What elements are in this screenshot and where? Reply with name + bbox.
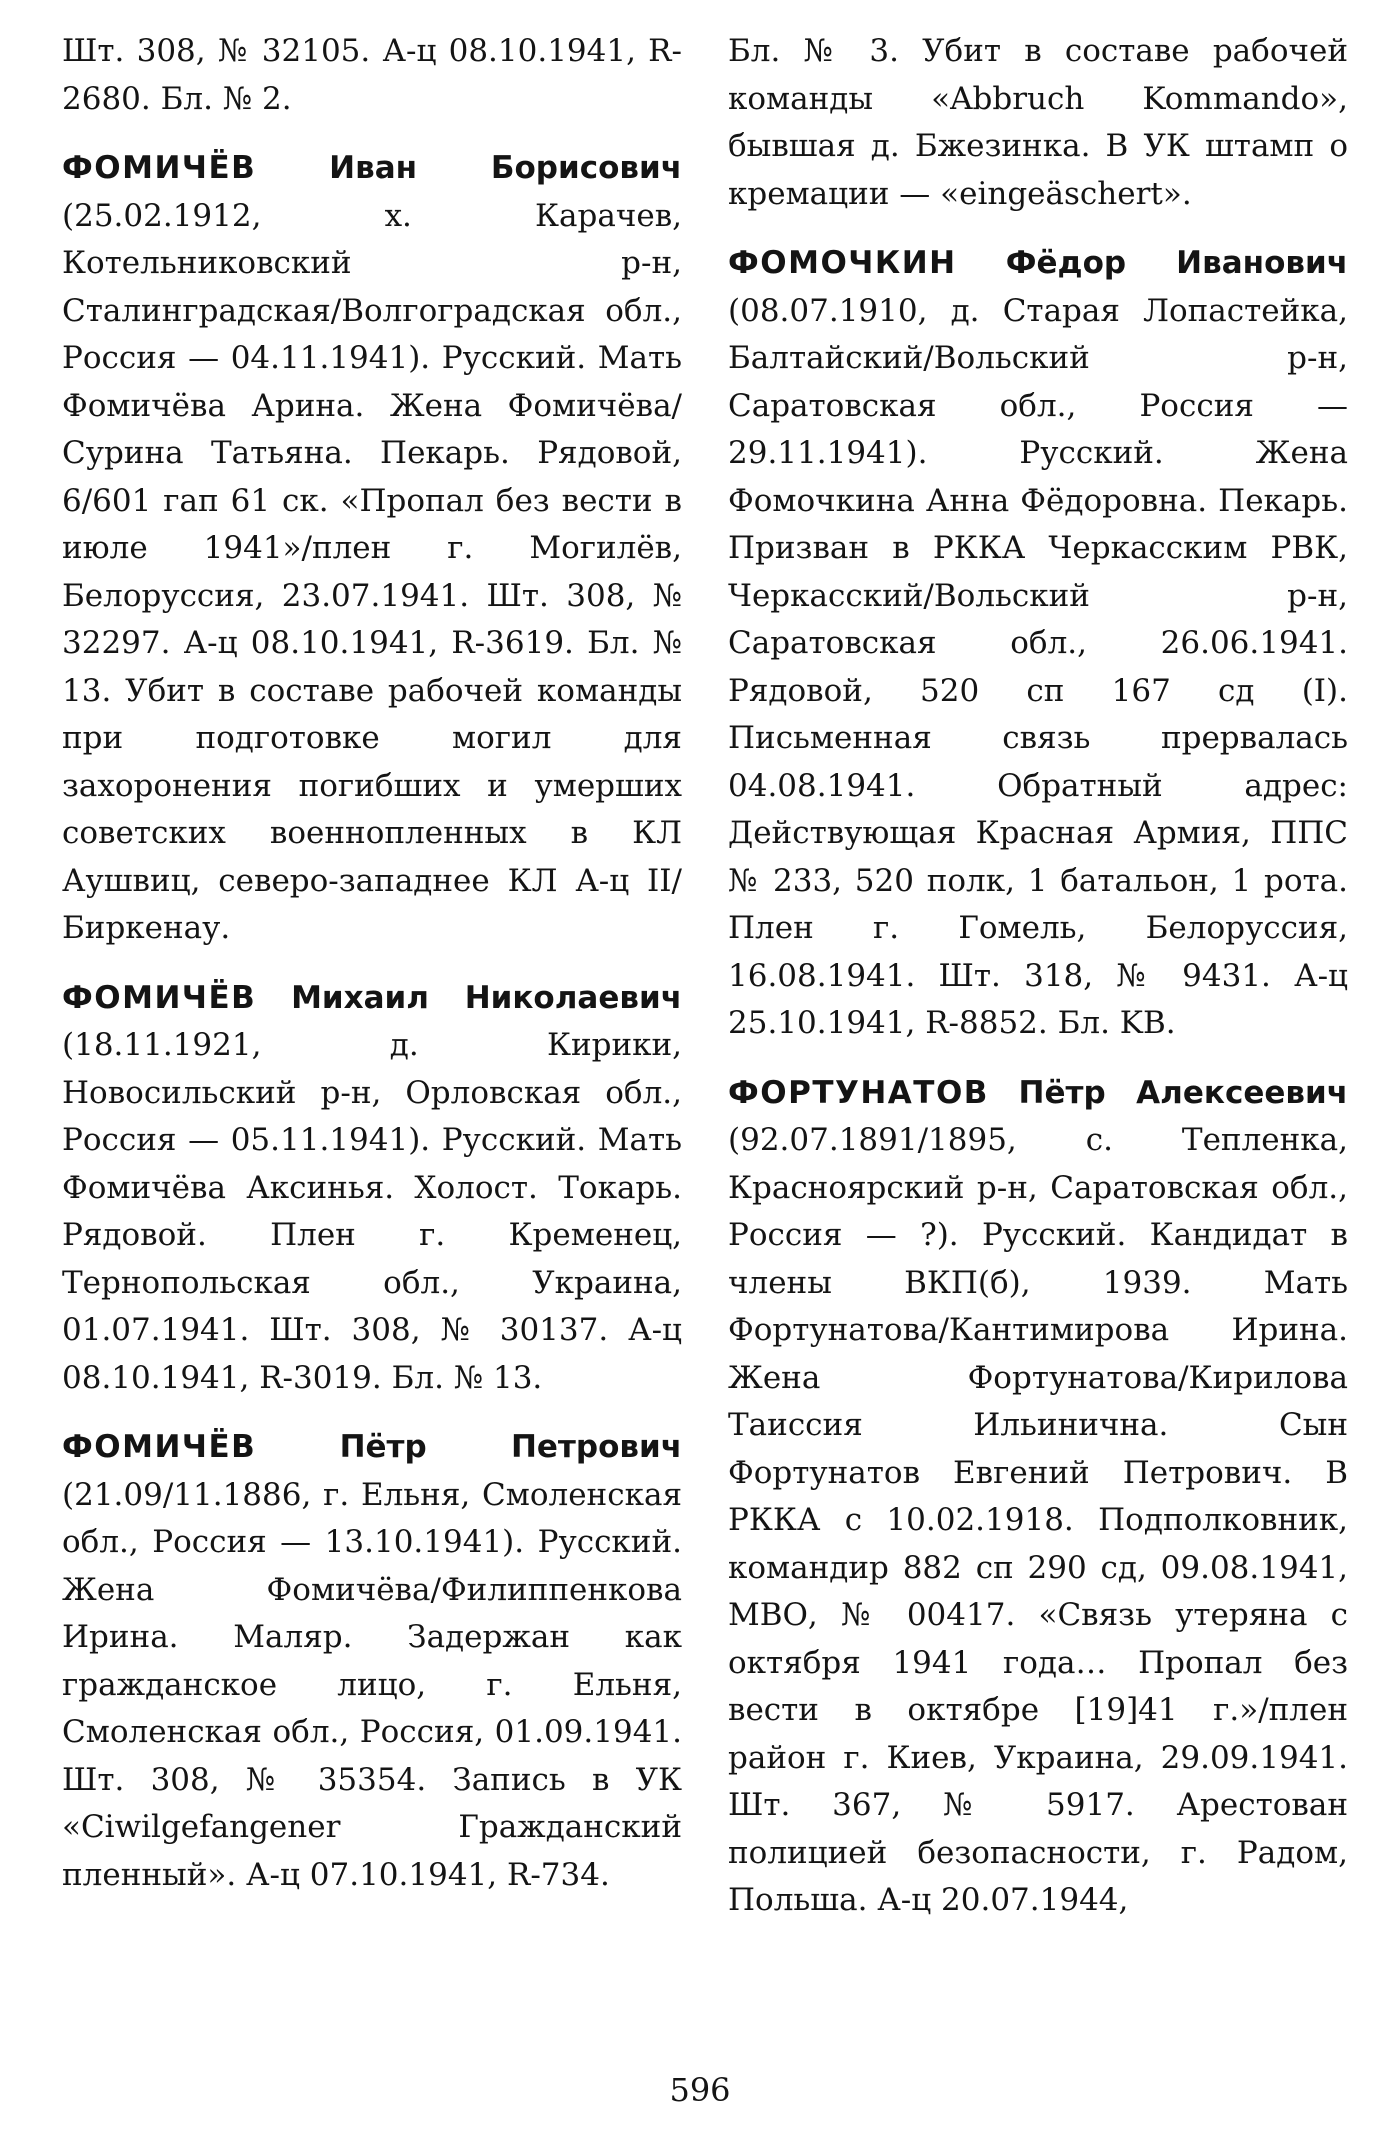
entry-surname: ФОМИЧЁВ — [62, 979, 257, 1016]
page-number: 596 — [669, 2071, 731, 2109]
entry-surname: ФОМИЧЁВ — [62, 150, 257, 186]
entry-fomichev-mikhail — [62, 975, 682, 1403]
entry-surname: ФОРТУНАТОВ — [728, 1074, 989, 1111]
entry-text: (25.02.1912, х. Карачев, Котельниковский р-н, Сталинградская/Волгоградская обл., Россия — 04.11.1941). Русский. Мать Фомичёва Арина. Жена Фомичёва/Сурина Татьяна. Пекарь. Рядовой, 6/601 гап 61 ск. «Пропал без вести в июле 1941»/плен г. Могилёв, Белоруссия, 23.07.1941. Шт. 308, № 32297. А-ц 08.10.1941, R-3619. Бл. № 13. Убит в составе рабочей команды при подготовке могил для захоронения погибших и умерших советских военнопленных в КЛ Аушвиц, северо-западнее КЛ А-ц II/Биркенау. — [62, 197, 682, 946]
left-column — [62, 28, 682, 1921]
entry-text: (18.11.1921, д. Кирики, Новосильский р-н, Орловская обл., Россия — 05.11.1941). Русский. Мать Фомичёва Аксинья. Холост. Токарь. Рядовой. Плен г. Кременец, Тернопольская обл., Украина, 01.07.1941. Шт. 308, № 30137. А-ц 08.10.1941, R-3019. Бл. № 13. — [62, 1027, 682, 1396]
entry-surname: ФОМИЧЁВ — [62, 1429, 257, 1465]
continuation-text: Бл. № 3. Убит в составе рабочей команды «Abbruch Kommando», бывшая д. Бжезинка. В УК штамп о кремации — «eingeäschert». — [728, 33, 1348, 212]
entry-given-name: Пётр Алексеевич — [1018, 1074, 1348, 1111]
entry-fomichev-ivan — [62, 145, 682, 953]
entry-given-name: Пётр Петрович — [339, 1429, 683, 1465]
continuation-text: Шт. 308, № 32105. А-ц 08.10.1941, R-2680. Бл. № 2. — [62, 33, 682, 117]
entry-text: (92.07.1891/1895, с. Тепленка, Красноярский р-н, Саратовская обл., Россия — ?). Русский. Кандидат в члены ВКП(б), 1939. Мать Фортунатова/Кантимирова Ирина. Жена Фортунатова/Кирилова Таиссия Ильинична. Сын Фортунатов Евгений Петрович. В РККА с 10.02.1918. Подполковник, командир 882 сп 290 сд, 09.08.1941, МВО, № 00417. «Связь утеряна с октября 1941 года… Пропал без вести в октябре [19]41 г.»/плен район г. Киев, Украина, 29.09.1941. Шт. 367, № 5917. Арестован полицией безопасности, г. Радом, Польша. А-ц 20.07.1944, — [728, 1122, 1348, 1918]
entry-text: (21.09/11.1886, г. Ельня, Смоленская обл., Россия — 13.10.1941). Русский. Жена Фомичёва/Филиппенкова Ирина. Маляр. Задержан как гражданское лицо, г. Ельня, Смоленская обл., Россия, 01.09.1941. Шт. 308, № 35354. Запись в УК «Ciwilgefangener Гражданский пленный». А-ц 07.10.1941, R-734. — [62, 1476, 682, 1893]
entry-text: (08.07.1910, д. Старая Лопастейка, Балтайский/Вольский р-н, Саратовская обл., Россия — 29.11.1941). Русский. Жена Фомочкина Анна Фёдоровна. Пекарь. Призван в РККА Черкасским РВК, Черкасский/Вольский р-н, Саратовская обл., 26.06.1941. Рядовой, 520 сп 167 сд (I). Письменная связь прервалась 04.08.1941. Обратный адрес: Действующая Красная Армия, ППС № 233, 520 полк, 1 батальон, 1 рота. Плен г. Гомель, Белоруссия, 16.08.1941. Шт. 318, № 9431. А-ц 25.10.1941, R-8852. Бл. KB. — [728, 292, 1348, 1041]
entry-given-name: Михаил Николаевич — [291, 979, 682, 1016]
entry-given-name: Фёдор Иванович — [1005, 245, 1348, 281]
right-column — [728, 28, 1348, 1947]
entry-fomichev-petr — [62, 1424, 682, 1899]
entry-fortunatov-petr — [728, 1070, 1348, 1925]
entry-given-name: Иван Борисович — [329, 150, 682, 186]
entry-surname: ФОМОЧКИН — [728, 245, 957, 281]
entry-fomochkin-fedor — [728, 240, 1348, 1048]
